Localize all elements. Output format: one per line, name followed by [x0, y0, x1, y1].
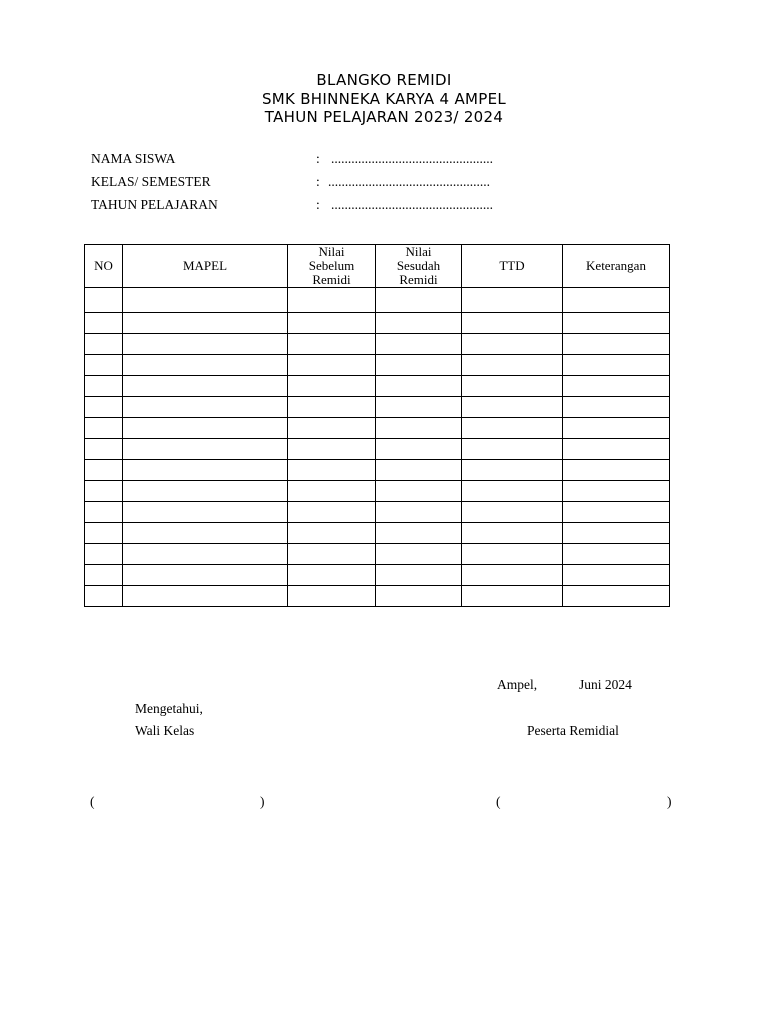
table-cell[interactable] [85, 418, 123, 439]
table-cell[interactable] [563, 586, 670, 607]
table-cell[interactable] [288, 397, 376, 418]
header-ttd: TTD [462, 245, 563, 288]
signature-left-close: ) [260, 794, 265, 809]
table-cell[interactable] [462, 397, 563, 418]
title-year: TAHUN PELAJARAN 2023/ 2024 [264, 108, 504, 126]
table-cell[interactable] [563, 418, 670, 439]
table-cell[interactable] [462, 313, 563, 334]
field-colon: : [316, 197, 320, 212]
table-cell[interactable] [85, 439, 123, 460]
table-cell[interactable] [376, 313, 462, 334]
footer-date: Juni 2024 [579, 677, 632, 692]
header-line: Nilai [318, 244, 345, 259]
table-cell[interactable] [85, 313, 123, 334]
table-cell[interactable] [288, 288, 376, 313]
table-cell[interactable] [85, 565, 123, 586]
table-cell[interactable] [123, 397, 288, 418]
table-cell[interactable] [376, 460, 462, 481]
table-cell[interactable] [462, 544, 563, 565]
table-cell[interactable] [563, 313, 670, 334]
table-cell[interactable] [462, 376, 563, 397]
table-cell[interactable] [376, 523, 462, 544]
table-cell[interactable] [288, 502, 376, 523]
table-row [85, 544, 670, 565]
table-cell[interactable] [288, 334, 376, 355]
table-cell[interactable] [123, 439, 288, 460]
table-cell[interactable] [376, 418, 462, 439]
table-cell[interactable] [123, 288, 288, 313]
table-cell[interactable] [563, 334, 670, 355]
signature-right-close: ) [667, 794, 672, 809]
table-cell[interactable] [462, 502, 563, 523]
table-cell[interactable] [288, 313, 376, 334]
table-cell[interactable] [563, 565, 670, 586]
footer-peserta: Peserta Remidial [527, 723, 619, 738]
table-row [85, 586, 670, 607]
table-cell[interactable] [123, 523, 288, 544]
table-cell[interactable] [376, 397, 462, 418]
field-dots[interactable]: ................................................ [328, 174, 490, 189]
header-no: NO [85, 245, 123, 288]
table-cell[interactable] [462, 418, 563, 439]
table-cell[interactable] [85, 376, 123, 397]
table-cell[interactable] [85, 523, 123, 544]
table-cell[interactable] [288, 586, 376, 607]
table-cell[interactable] [288, 523, 376, 544]
table-body [85, 288, 670, 607]
table-cell[interactable] [462, 460, 563, 481]
header-nilai-sebelum [288, 245, 376, 288]
header-nilai-sesudah [376, 245, 462, 288]
table-row [85, 481, 670, 502]
table-row [85, 460, 670, 481]
table-cell[interactable] [85, 481, 123, 502]
table-cell[interactable] [123, 460, 288, 481]
table-cell[interactable] [123, 481, 288, 502]
table-cell[interactable] [288, 481, 376, 502]
field-colon: : [316, 174, 320, 189]
table-cell[interactable] [462, 439, 563, 460]
table-row [85, 565, 670, 586]
table-cell[interactable] [376, 355, 462, 376]
table-cell[interactable] [462, 565, 563, 586]
table-cell[interactable] [123, 418, 288, 439]
table-cell[interactable] [376, 376, 462, 397]
table-row [85, 313, 670, 334]
table-cell[interactable] [123, 565, 288, 586]
table-cell[interactable] [288, 544, 376, 565]
table-cell[interactable] [376, 586, 462, 607]
table-cell[interactable] [123, 334, 288, 355]
table-cell[interactable] [376, 565, 462, 586]
footer-mengetahui: Mengetahui, [135, 701, 203, 716]
table-cell[interactable] [563, 355, 670, 376]
table-cell[interactable] [563, 460, 670, 481]
header-line: Remidi [312, 272, 351, 287]
footer-wali-kelas: Wali Kelas [135, 723, 195, 738]
table-cell[interactable] [123, 502, 288, 523]
header-line: Sesudah [396, 258, 441, 273]
table-row [85, 376, 670, 397]
table-cell[interactable] [563, 502, 670, 523]
table-row [85, 418, 670, 439]
table-cell[interactable] [123, 355, 288, 376]
table-cell[interactable] [376, 481, 462, 502]
field-label: KELAS/ SEMESTER [91, 174, 211, 189]
table-row [85, 439, 670, 460]
title-school: SMK BHINNEKA KARYA 4 AMPEL [261, 90, 507, 108]
table-cell[interactable] [288, 418, 376, 439]
field-colon: : [316, 151, 320, 166]
remidi-table [84, 244, 670, 607]
table-row [85, 355, 670, 376]
table-cell[interactable] [563, 439, 670, 460]
signature-right-open: ( [496, 794, 501, 809]
table-cell[interactable] [85, 502, 123, 523]
table-cell[interactable] [462, 288, 563, 313]
table-cell[interactable] [563, 481, 670, 502]
table-cell[interactable] [288, 460, 376, 481]
table-cell[interactable] [462, 481, 563, 502]
table-cell[interactable] [563, 288, 670, 313]
table-cell[interactable] [85, 544, 123, 565]
title-blangko: BLANGKO REMIDI [316, 71, 452, 89]
table-cell[interactable] [85, 288, 123, 313]
table-cell[interactable] [376, 288, 462, 313]
header-line: Nilai [405, 244, 432, 259]
table-cell[interactable] [123, 544, 288, 565]
table-cell[interactable] [563, 397, 670, 418]
table-row [85, 502, 670, 523]
table-header-row [85, 245, 670, 288]
table-cell[interactable] [462, 334, 563, 355]
table-cell[interactable] [462, 355, 563, 376]
table-cell[interactable] [563, 544, 670, 565]
table-cell[interactable] [288, 565, 376, 586]
header-mapel: MAPEL [123, 245, 288, 288]
field-label: TAHUN PELAJARAN [91, 197, 218, 212]
table-cell[interactable] [123, 586, 288, 607]
table-cell[interactable] [376, 439, 462, 460]
field-label: NAMA SISWA [91, 151, 176, 166]
table-cell[interactable] [85, 355, 123, 376]
table-cell[interactable] [123, 376, 288, 397]
table-cell[interactable] [563, 376, 670, 397]
table-cell[interactable] [376, 334, 462, 355]
table-row [85, 334, 670, 355]
table-cell[interactable] [288, 355, 376, 376]
table-cell[interactable] [563, 523, 670, 544]
table-cell[interactable] [462, 586, 563, 607]
table-cell[interactable] [462, 523, 563, 544]
table-cell[interactable] [123, 313, 288, 334]
table-cell[interactable] [376, 502, 462, 523]
table-cell[interactable] [288, 439, 376, 460]
table-cell[interactable] [288, 376, 376, 397]
table-cell[interactable] [85, 334, 123, 355]
field-dots[interactable]: ................................................ [331, 151, 493, 166]
table-cell[interactable] [85, 460, 123, 481]
table-cell[interactable] [85, 397, 123, 418]
footer-place: Ampel, [497, 677, 538, 692]
field-dots[interactable]: ................................................ [331, 197, 493, 212]
table-cell[interactable] [85, 586, 123, 607]
table-cell[interactable] [376, 544, 462, 565]
table-row [85, 523, 670, 544]
header-line: Remidi [399, 272, 438, 287]
table-row [85, 397, 670, 418]
signature-left-open: ( [90, 794, 95, 809]
header-keterangan: Keterangan [563, 245, 670, 288]
header-line: Sebelum [308, 258, 355, 273]
table-row [85, 288, 670, 313]
